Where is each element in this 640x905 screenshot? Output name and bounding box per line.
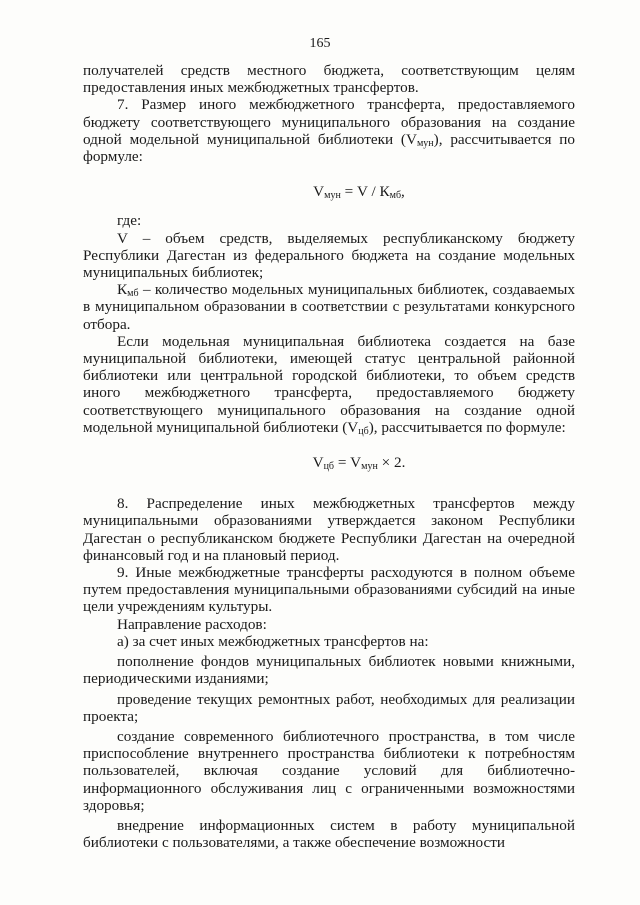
formula-2-lhs: V bbox=[312, 454, 324, 472]
document-body bbox=[83, 62, 575, 851]
formula-2-end: × 2. bbox=[377, 454, 406, 472]
formula-vcb bbox=[83, 454, 575, 471]
formula-1-mid-sub: мб bbox=[389, 190, 402, 202]
paragraph-7-text-end: ), рассчитывается по формуле: bbox=[83, 130, 576, 166]
definition-kmb-sub: мб bbox=[127, 288, 139, 300]
item-information-systems: внедрение информационных систем в работу муниципальной библиотеки с пользователями, а также обеспечение возможности bbox=[83, 816, 575, 852]
paragraph-central-library-end: ), рассчитывается по формуле: bbox=[368, 418, 566, 436]
item-modern-space: создание современного библиотечного пространства, в том числе приспособление внутреннего пространства библиотеки к потребностям пользователей, включая создание условий для библиотечно-информационного обслуживания лиц с ограниченными возможностями здоровья; bbox=[83, 727, 575, 814]
formula-1-lhs: V bbox=[313, 183, 325, 201]
paragraph-9: 9. Иные межбюджетные трансферты расходуются в полном объеме путем предоставления муниципальными образованиями субсидий на иные цели учреждениям культуры. bbox=[83, 564, 575, 616]
paragraph-central-library bbox=[83, 333, 575, 436]
paragraph-7-text: 7. Размер иного межбюджетного трансферта, предоставляемого бюджету соответствующего муниципального образования на создание одной модельной муниципальной библиотеки (V bbox=[83, 96, 575, 148]
paragraph-7 bbox=[83, 96, 575, 165]
where-label: где: bbox=[117, 212, 142, 230]
formula-2-mid-sub: мун bbox=[361, 461, 378, 473]
definition-kmb-symbol: К bbox=[117, 281, 128, 299]
expense-direction-label: Направление расходов: bbox=[117, 615, 267, 633]
definition-kmb bbox=[83, 281, 575, 333]
definition-v: V – объем средств, выделяемых республиканскому бюджету Республики Дагестан из федерального бюджета на создание модельных муниципальных библиотек; bbox=[83, 229, 575, 282]
formula-1-end: , bbox=[401, 183, 405, 201]
formula-2-mid: = V bbox=[334, 454, 362, 472]
formula-vmun bbox=[83, 183, 575, 200]
formula-2-lhs-sub: цб bbox=[323, 461, 335, 473]
paragraph-7-subscript: мун bbox=[416, 137, 434, 149]
formula-1-lhs-sub: мун bbox=[324, 190, 341, 202]
formula-1-mid: = V / К bbox=[340, 183, 390, 201]
page-number: 165 bbox=[309, 36, 331, 51]
item-repair-works: проведение текущих ремонтных работ, необходимых для реализации проекта; bbox=[83, 690, 575, 725]
paragraph-8: 8. Распределение иных межбюджетных трансфертов между муниципальными образованиями утверждается законом Республики Дагестан о республиканском бюджете Республики Дагестан на очередной финансовый год и на плановый период. bbox=[83, 495, 575, 564]
paragraph-central-library-text: Если модельная муниципальная библиотека создается на базе муниципальной библиотеки, имеющей статус центральной районной библиотеки или центральной городской библиотеки, то объем средств иного межбюджетного трансферта, предоставляемого бюджету соответствующего муниципального образования на создание одной модельной муниципальной библиотеки (V bbox=[83, 332, 575, 436]
definition-kmb-text: – количество модельных муниципальных библиотек, создаваемых в муниципальном образовании в соответствии с результатами конкурсного отбора. bbox=[83, 281, 575, 333]
item-a: а) за счет иных межбюджетных трансфертов на: bbox=[117, 632, 429, 650]
item-fund-replenishment: пополнение фондов муниципальных библиотек новыми книжными, периодическими изданиями; bbox=[83, 653, 575, 688]
paragraph-continuation: получателей средств местного бюджета, соответствующим целям предоставления иных межбюджетных трансфертов. bbox=[83, 62, 575, 97]
paragraph-central-library-sub: цб bbox=[358, 425, 369, 437]
